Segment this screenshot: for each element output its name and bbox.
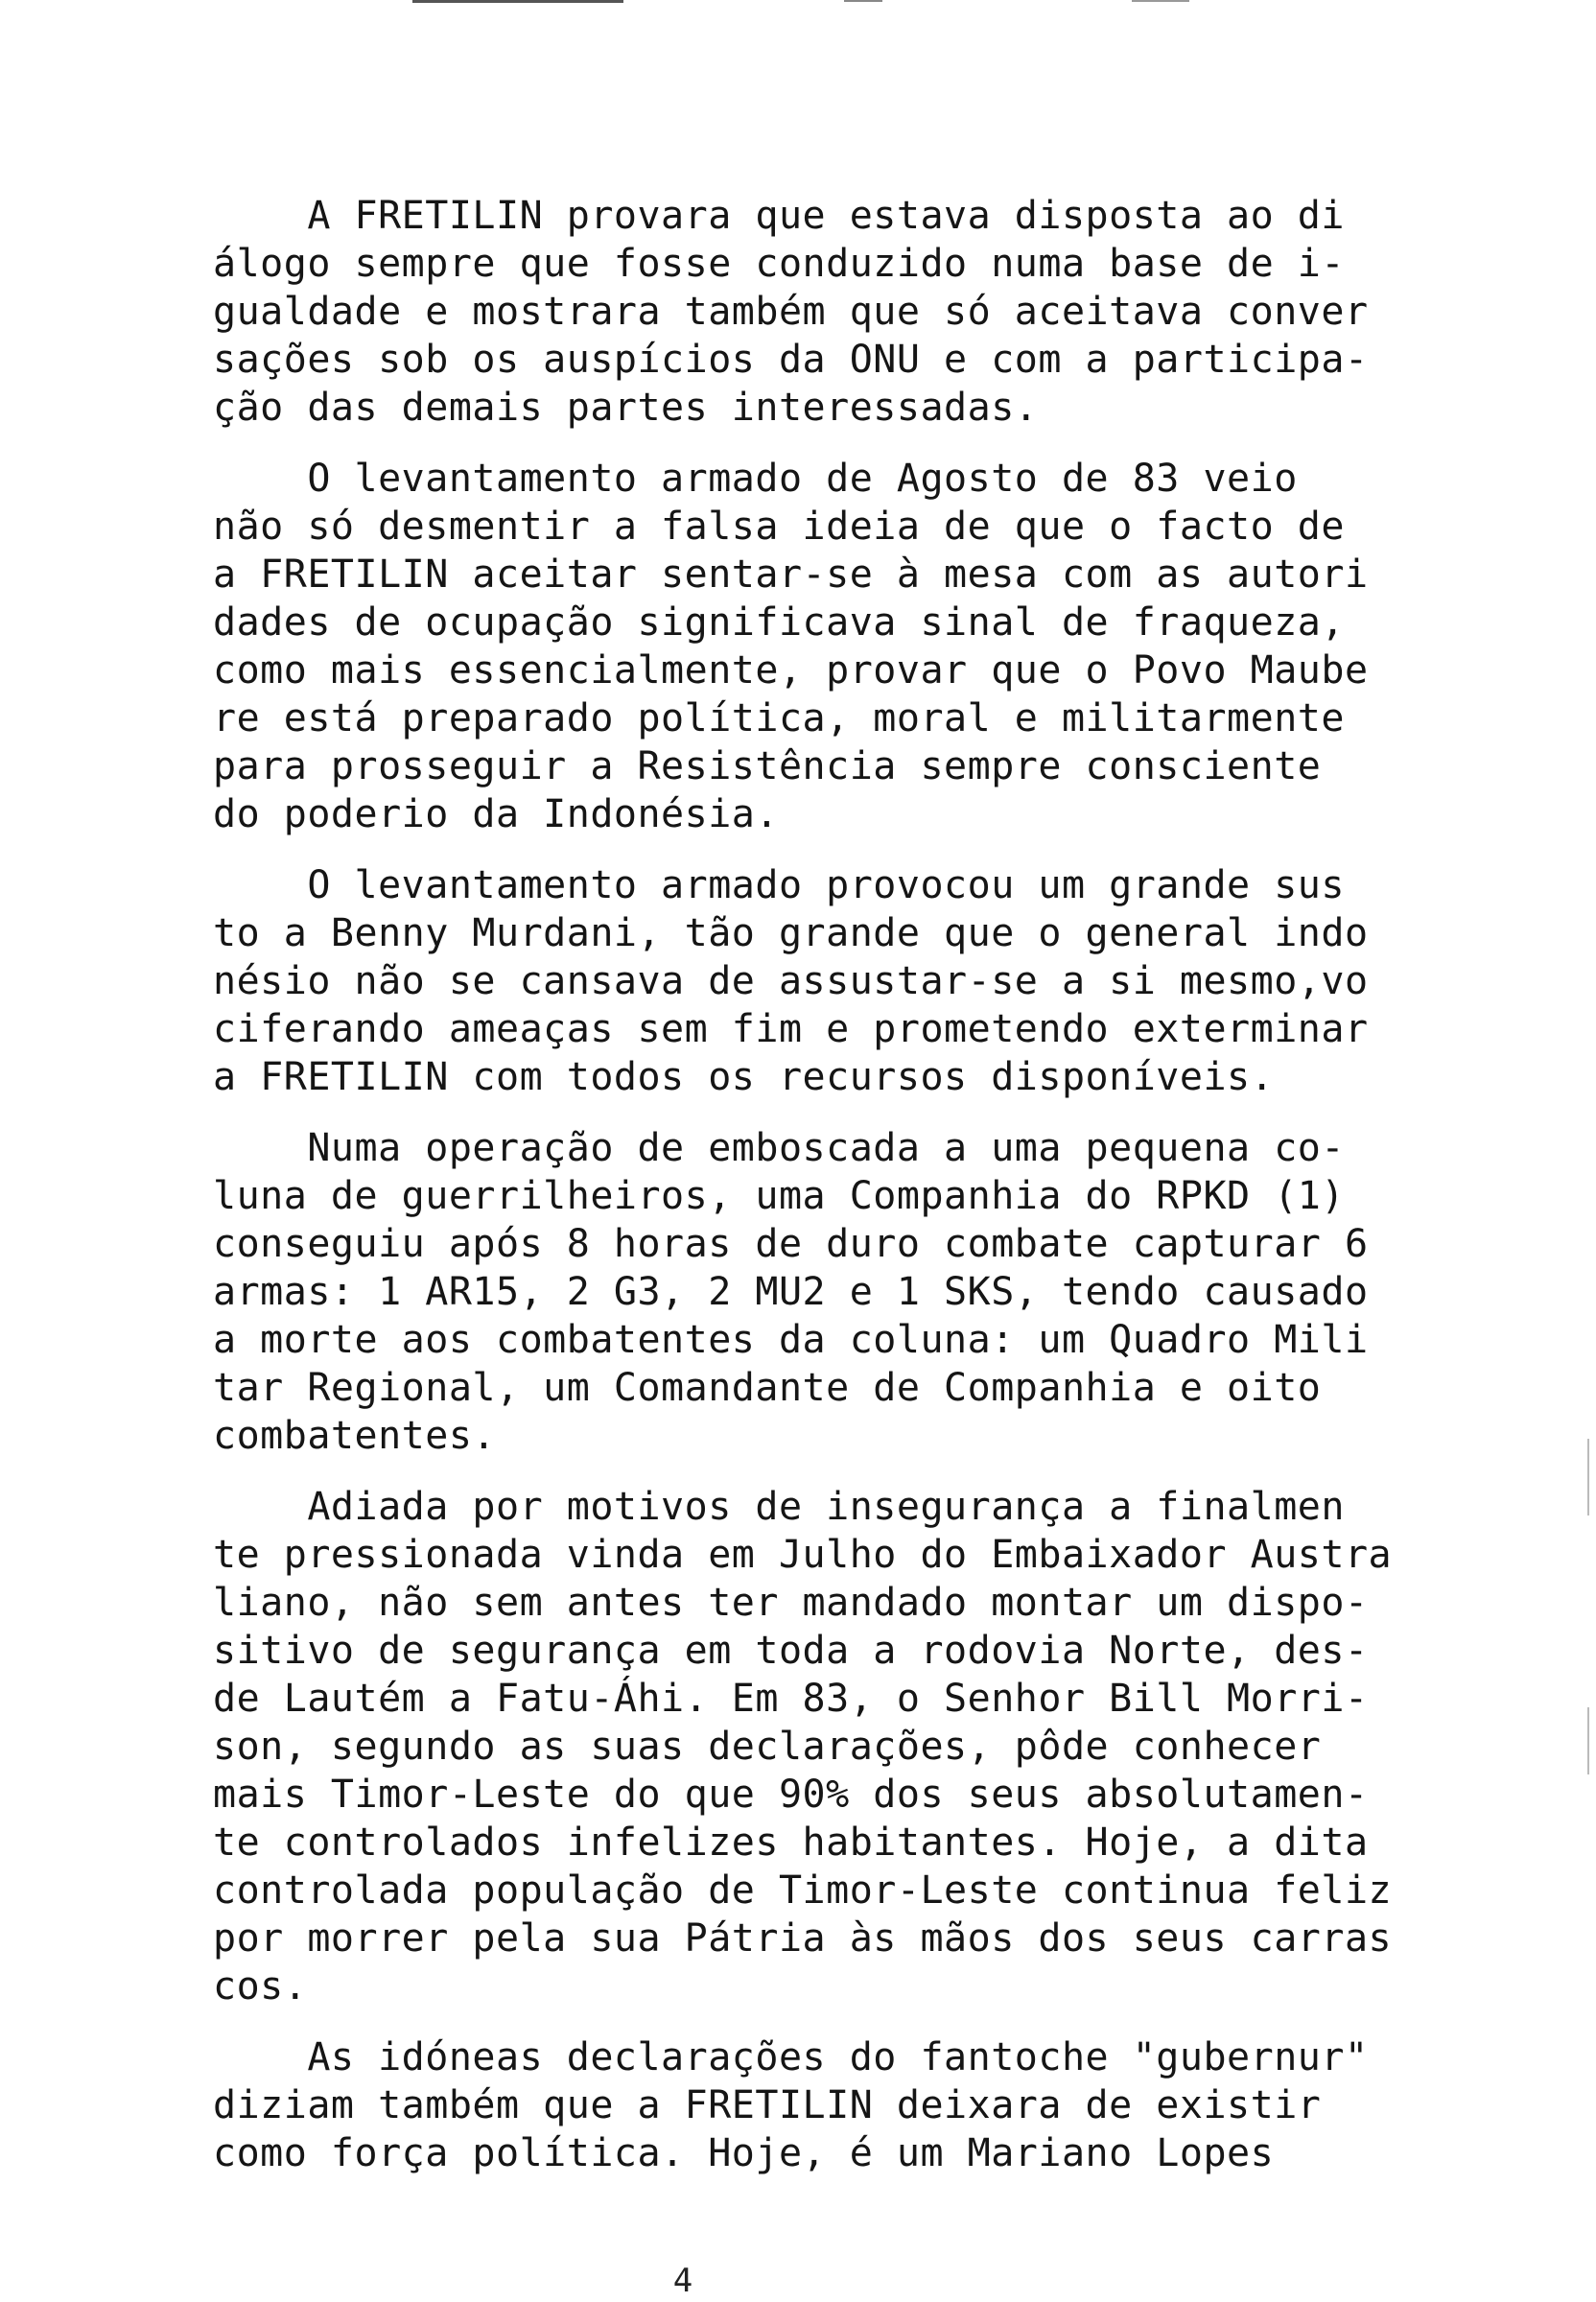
paragraph <box>213 1483 1412 2010</box>
text-line: mais Timor-Leste do que 90% dos seus absolutamen- <box>213 1773 1369 1817</box>
text-line: como mais essencialmente, provar que o Povo Maube <box>213 648 1369 693</box>
text-line: não só desmentir a falsa ideia de que o facto de <box>213 505 1345 549</box>
text-line: son, segundo as suas declarações, pôde conhecer <box>213 1725 1322 1769</box>
text-line: ciferando ameaças sem fim e prometendo exterminar <box>213 1007 1369 1051</box>
text-line: te controlados infelizes habitantes. Hoje, a dita <box>213 1820 1369 1865</box>
text-line: luna de guerrilheiros, uma Companhia do RPKD (1) <box>213 1174 1345 1218</box>
body-text <box>213 192 1412 2200</box>
scan-artifact-top-dash <box>1132 0 1189 2</box>
text-line: re está preparado política, moral e militarmente <box>213 696 1345 740</box>
text-line: a morte aos combatentes da coluna: um Quadro Mili <box>213 1318 1369 1362</box>
text-line: por morrer pela sua Pátria às mãos dos seus carras <box>213 1916 1393 1961</box>
text-line: conseguiu após 8 horas de duro combate capturar 6 <box>213 1222 1369 1266</box>
text-line: de Lautém a Fatu-Áhi. Em 83, o Senhor Bill Morri- <box>213 1677 1369 1721</box>
text-line: nésio não se cansava de assustar-se a si mesmo,vo <box>213 959 1369 1003</box>
text-line: O levantamento armado provocou um grande sus <box>213 863 1345 907</box>
paragraph <box>213 455 1412 838</box>
text-line: O levantamento armado de Agosto de 83 veio <box>213 457 1298 501</box>
text-line: to a Benny Murdani, tão grande que o general indo <box>213 911 1369 955</box>
text-line: Numa operação de emboscada a uma pequena co- <box>213 1126 1345 1170</box>
text-line: sitivo de segurança em toda a rodovia Norte, des- <box>213 1629 1369 1673</box>
text-line: combatentes. <box>213 1414 496 1458</box>
paragraph <box>213 861 1412 1101</box>
text-line: liano, não sem antes ter mandado montar um dispo- <box>213 1581 1369 1625</box>
text-line: tar Regional, um Comandante de Companhia e oito <box>213 1366 1322 1410</box>
text-line: controlada população de Timor-Leste continua feliz <box>213 1868 1393 1913</box>
text-line: ção das demais partes interessadas. <box>213 386 1039 430</box>
text-line: gualdade e mostrara também que só aceitava conver <box>213 290 1369 334</box>
text-line: a FRETILIN aceitar sentar-se à mesa com as autori <box>213 552 1369 597</box>
text-line: álogo sempre que fosse conduzido numa base de i- <box>213 242 1345 286</box>
page-number: 4 <box>672 2262 693 2300</box>
text-line: As idóneas declarações do fantoche "gubernur" <box>213 2035 1369 2079</box>
paragraph <box>213 1124 1412 1460</box>
text-line: cos. <box>213 1964 308 2008</box>
scan-artifact-top-dash <box>844 0 882 2</box>
scan-artifact-right-margin <box>1587 1439 1589 1515</box>
text-line: dades de ocupação significava sinal de fraqueza, <box>213 600 1345 645</box>
text-line: como força política. Hoje, é um Mariano Lopes <box>213 2131 1275 2175</box>
scan-artifact-right-margin <box>1587 1707 1589 1774</box>
text-line: do poderio da Indonésia. <box>213 792 779 836</box>
text-line: armas: 1 AR15, 2 G3, 2 MU2 e 1 SKS, tendo causado <box>213 1270 1369 1314</box>
text-line: diziam também que a FRETILIN deixara de existir <box>213 2083 1322 2127</box>
text-line: te pressionada vinda em Julho do Embaixador Austra <box>213 1533 1393 1577</box>
text-line: a FRETILIN com todos os recursos disponíveis. <box>213 1055 1275 1099</box>
text-line: sações sob os auspícios da ONU e com a participa- <box>213 338 1369 382</box>
text-line: A FRETILIN provara que estava disposta ao di <box>213 194 1345 238</box>
scan-artifact-top-line <box>412 0 623 3</box>
text-line: para prosseguir a Resistência sempre consciente <box>213 744 1322 788</box>
text-line: Adiada por motivos de insegurança a finalmen <box>213 1485 1345 1529</box>
paragraph <box>213 192 1412 432</box>
paragraph <box>213 2033 1412 2177</box>
